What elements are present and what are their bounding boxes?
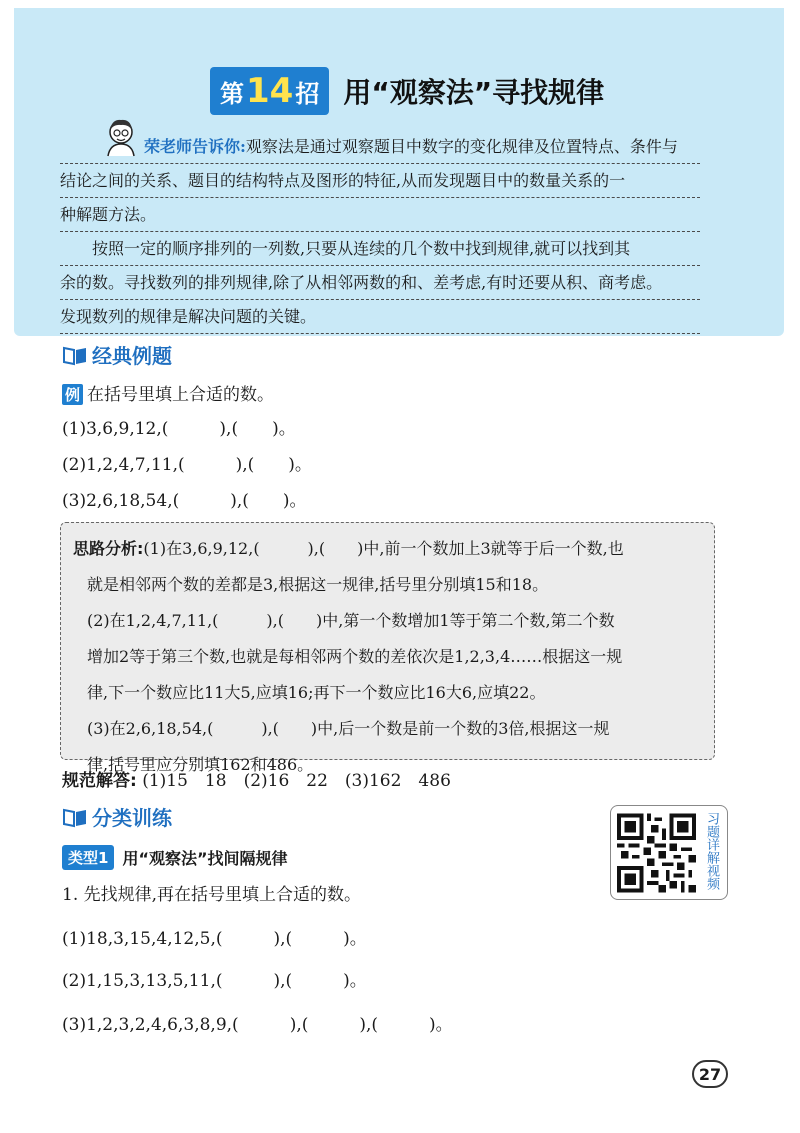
analysis-line: 律,括号里应分别填162和486。 [87, 755, 314, 774]
type-heading [62, 845, 287, 870]
intro-line: 种解题方法。 [60, 198, 700, 232]
intro-line [60, 130, 700, 164]
example-item: (3)2,6,18,54,( ),( )。 [62, 491, 307, 511]
example-tag: 例 [62, 384, 83, 405]
answer-text: (1)15 18 (2)16 22 (3)162 486 [142, 771, 451, 791]
chapter-badge [210, 67, 329, 115]
exercise-item: (3)1,2,3,2,4,6,3,8,9,( ),( ),( )。 [62, 1015, 453, 1035]
intro-line: 发现数列的规律是解决问题的关键。 [60, 300, 700, 334]
standard-answer [62, 766, 451, 791]
type-title: 用“观察法”找间隔规律 [122, 849, 288, 868]
exercise-item: (1)18,3,15,4,12,5,( ),( )。 [62, 929, 367, 949]
analysis-line: 就是相邻两个数的差都是3,根据这一规律,括号里分别填15和18。 [87, 575, 549, 594]
intro-lead: 荣老师告诉你: [144, 137, 246, 156]
intro-line: 结论之间的关系、题目的结构特点及图形的特征,从而发现题目中的数量关系的一 [60, 164, 700, 198]
analysis-line: 律,下一个数应比11大5,应填16;再下一个数应比16大6,应填22。 [87, 683, 546, 702]
analysis-line: 增加2等于第三个数,也就是每相邻两个数的差依次是1,2,3,4……根据这一规 [87, 647, 623, 666]
type-badge: 类型1 [62, 845, 114, 870]
intro-line: 余的数。寻找数列的排列规律,除了从相邻两数的和、差考虑,有时还要从积、商考虑。 [60, 266, 700, 300]
analysis-box [60, 522, 715, 774]
exercise-item: (2)1,15,3,13,5,11,( ),( )。 [62, 971, 367, 991]
book-icon [62, 344, 88, 366]
section-title: 经典例题 [92, 344, 172, 368]
example-item: (1)3,6,9,12,( ),( )。 [62, 419, 296, 439]
intro-text: 观察法是通过观察题目中数字的变化规律及位置特点、条件与 [245, 137, 678, 156]
badge-suffix: 招 [295, 80, 320, 108]
example-prompt-text: 在括号里填上合适的数。 [87, 385, 275, 405]
teacher-tip [60, 130, 700, 334]
section-title: 分类训练 [92, 806, 172, 830]
qr-code-panel[interactable] [610, 805, 728, 900]
answer-lead: 规范解答: [62, 771, 137, 791]
badge-prefix: 第 [220, 80, 244, 108]
page-title: 用“观察法”寻找规律 [343, 76, 605, 109]
exercise-prompt: 1. 先找规律,再在括号里填上合适的数。 [62, 885, 362, 905]
analysis-line: (3)在2,6,18,54,( ),( )中,后一个数是前一个数的3倍,根据这一规 [87, 719, 610, 738]
book-icon [62, 806, 88, 828]
page-number: 27 [692, 1060, 728, 1088]
example-item: (2)1,2,4,7,11,( ),( )。 [62, 455, 312, 475]
section-heading-practice [62, 802, 172, 831]
analysis-text: (1)在3,6,9,12,( ),( )中,前一个数加上3就等于后一个数,也 [143, 539, 624, 558]
qr-code-icon[interactable] [617, 812, 696, 894]
analysis-lead: 思路分析: [73, 539, 144, 558]
badge-number: 14 [246, 71, 294, 111]
analysis-line [73, 531, 702, 567]
chapter-title [210, 66, 604, 116]
example-prompt [62, 380, 274, 405]
section-heading-examples [62, 340, 172, 369]
qr-label: 习题详解视频 [704, 812, 719, 890]
intro-line: 按照一定的顺序排列的一列数,只要从连续的几个数中找到规律,就可以找到其 [60, 232, 700, 266]
analysis-line: (2)在1,2,4,7,11,( ),( )中,第一个数增加1等于第二个数,第二个数 [87, 611, 615, 630]
